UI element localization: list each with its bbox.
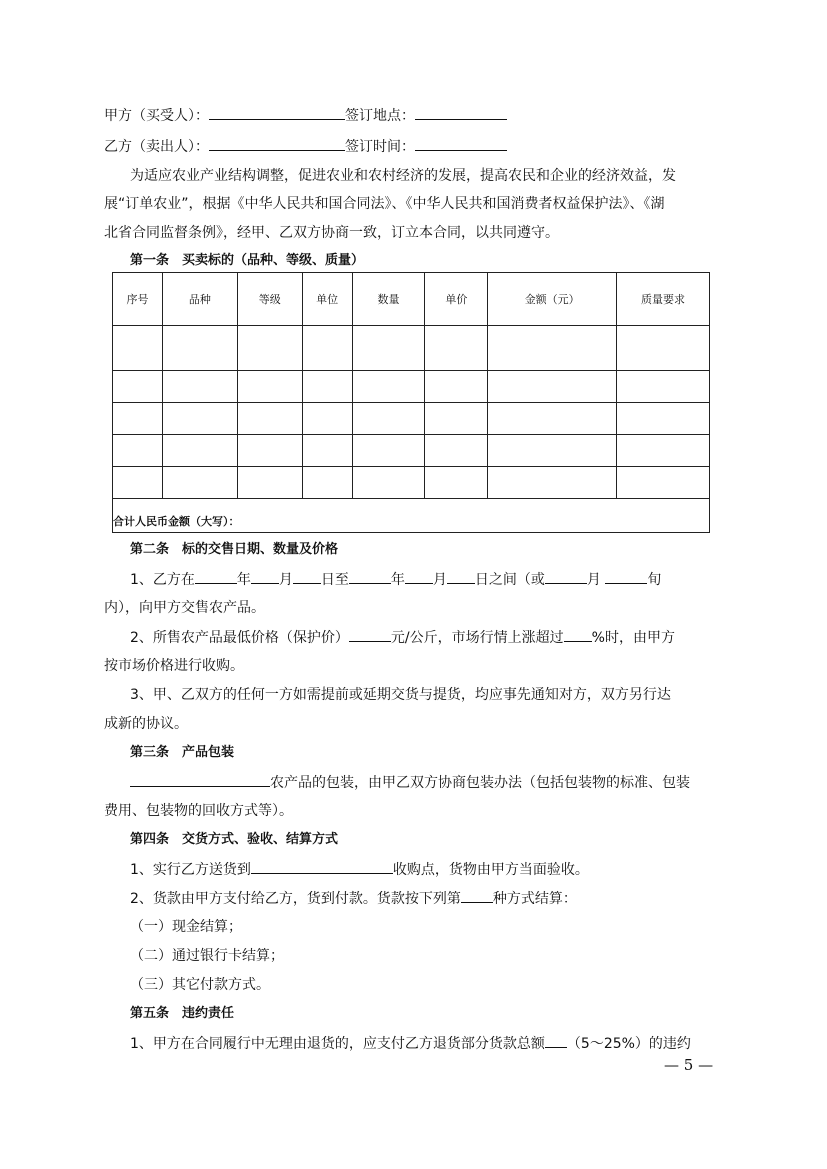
col-header-variety: 品种: [162, 273, 237, 326]
article3-p1: 农产品的包装，由甲乙双方协商包装办法（包括包装物的标准、包装: [130, 772, 690, 793]
penalty-blank[interactable]: [545, 1033, 567, 1048]
payment-option-cash: （一）现金结算；: [130, 919, 242, 935]
article2-p2: 2、所售农产品最低价格（保护价） 元/公斤，市场行情上涨超过 %时，由甲方: [130, 627, 675, 648]
article3-p1-cont: 费用、包装物的回收方式等）。: [104, 803, 293, 819]
table-row: [113, 403, 710, 435]
table-row: [113, 435, 710, 467]
period-blank[interactable]: [605, 569, 647, 584]
party-a-label: 甲方（买受人）：: [104, 108, 209, 124]
article1-title: 第一条 买卖标的（品种、等级、质量）: [130, 253, 365, 268]
party-b-blank[interactable]: [209, 136, 345, 151]
col-header-index: 序号: [113, 273, 163, 326]
page-number: — 5 —: [664, 1056, 714, 1074]
article2-p3: 3、甲、乙双方的任何一方如需提前或延期交货与提货，均应事先通知对方，双方另行达: [130, 687, 671, 703]
table-header-row: [113, 273, 710, 326]
article4-p1: 1、实行乙方送货到 收购点，货物由甲方当面验收。: [130, 859, 589, 880]
month-blank[interactable]: [405, 569, 433, 584]
col-header-amount: 金额（元）: [488, 273, 617, 326]
payment-method-blank[interactable]: [461, 888, 493, 903]
article2-title: 第二条 标的交售日期、数量及价格: [130, 542, 339, 557]
article2-p2-cont: 按市场价格进行收购。: [104, 658, 244, 674]
party-b-line: [104, 136, 507, 157]
table-row: [113, 467, 710, 499]
preamble-line-3: 北省合同监督条例》，经甲、乙双方协商一致，订立本合同，以共同遵守。: [104, 225, 559, 241]
table-total-row: [113, 499, 710, 533]
col-header-unit-price: 单价: [425, 273, 488, 326]
year-blank[interactable]: [349, 569, 391, 584]
sign-place-blank[interactable]: [415, 105, 507, 120]
day-blank[interactable]: [293, 569, 321, 584]
party-b-label: 乙方（卖出人）：: [104, 139, 209, 155]
article4-title: 第四条 交货方式、验收、结算方式: [130, 832, 339, 847]
col-header-unit: 单位: [302, 273, 352, 326]
month-blank[interactable]: [545, 569, 587, 584]
col-header-quality: 质量要求: [617, 273, 710, 326]
sign-time-label: 签订时间：: [345, 139, 415, 155]
article3-title: 第三条 产品包装: [130, 745, 235, 760]
day-blank[interactable]: [447, 569, 475, 584]
table-row: [113, 326, 710, 371]
items-table: [112, 272, 710, 533]
month-blank[interactable]: [251, 569, 279, 584]
article2-p1: 1、乙方在 年 月 日至 年 月 日之间（或 月 旬: [130, 569, 661, 590]
article4-p2: 2、货款由甲方支付给乙方，货到付款。货款按下列第 种方式结算：: [130, 888, 577, 909]
payment-option-other: （三）其它付款方式。: [130, 977, 270, 993]
party-a-blank[interactable]: [209, 105, 345, 120]
delivery-location-blank[interactable]: [251, 859, 393, 874]
col-header-quantity: 数量: [352, 273, 425, 326]
article2-p1-cont: 内），向甲方交售农产品。: [104, 600, 265, 616]
percent-blank[interactable]: [564, 627, 592, 642]
preamble-line-2: 展“订单农业”，根据《中华人民共和国合同法》、《中华人民共和国消费者权益保护法》、《湖: [104, 196, 665, 212]
party-a-line: [104, 105, 507, 126]
payment-option-bank-card: （二）通过银行卡结算；: [130, 948, 284, 964]
article5-p1: 1、甲方在合同履行中无理由退货的，应支付乙方退货部分货款总额 （5～25%）的违约: [130, 1033, 691, 1054]
total-amount-label[interactable]: 合计人民币金额（大写）：: [113, 499, 710, 533]
min-price-blank[interactable]: [349, 627, 391, 642]
article2-p3-cont: 成新的协议。: [104, 716, 188, 732]
article5-title: 第五条 违约责任: [130, 1006, 235, 1021]
table-row: [113, 371, 710, 403]
preamble-line-1: 为适应农业产业结构调整，促进农业和农村经济的发展，提高农民和企业的经济效益，发: [130, 168, 676, 184]
year-blank[interactable]: [195, 569, 237, 584]
col-header-grade: 等级: [237, 273, 302, 326]
sign-time-blank[interactable]: [415, 136, 507, 151]
sign-place-label: 签订地点：: [345, 108, 415, 124]
product-name-blank[interactable]: [130, 772, 270, 787]
